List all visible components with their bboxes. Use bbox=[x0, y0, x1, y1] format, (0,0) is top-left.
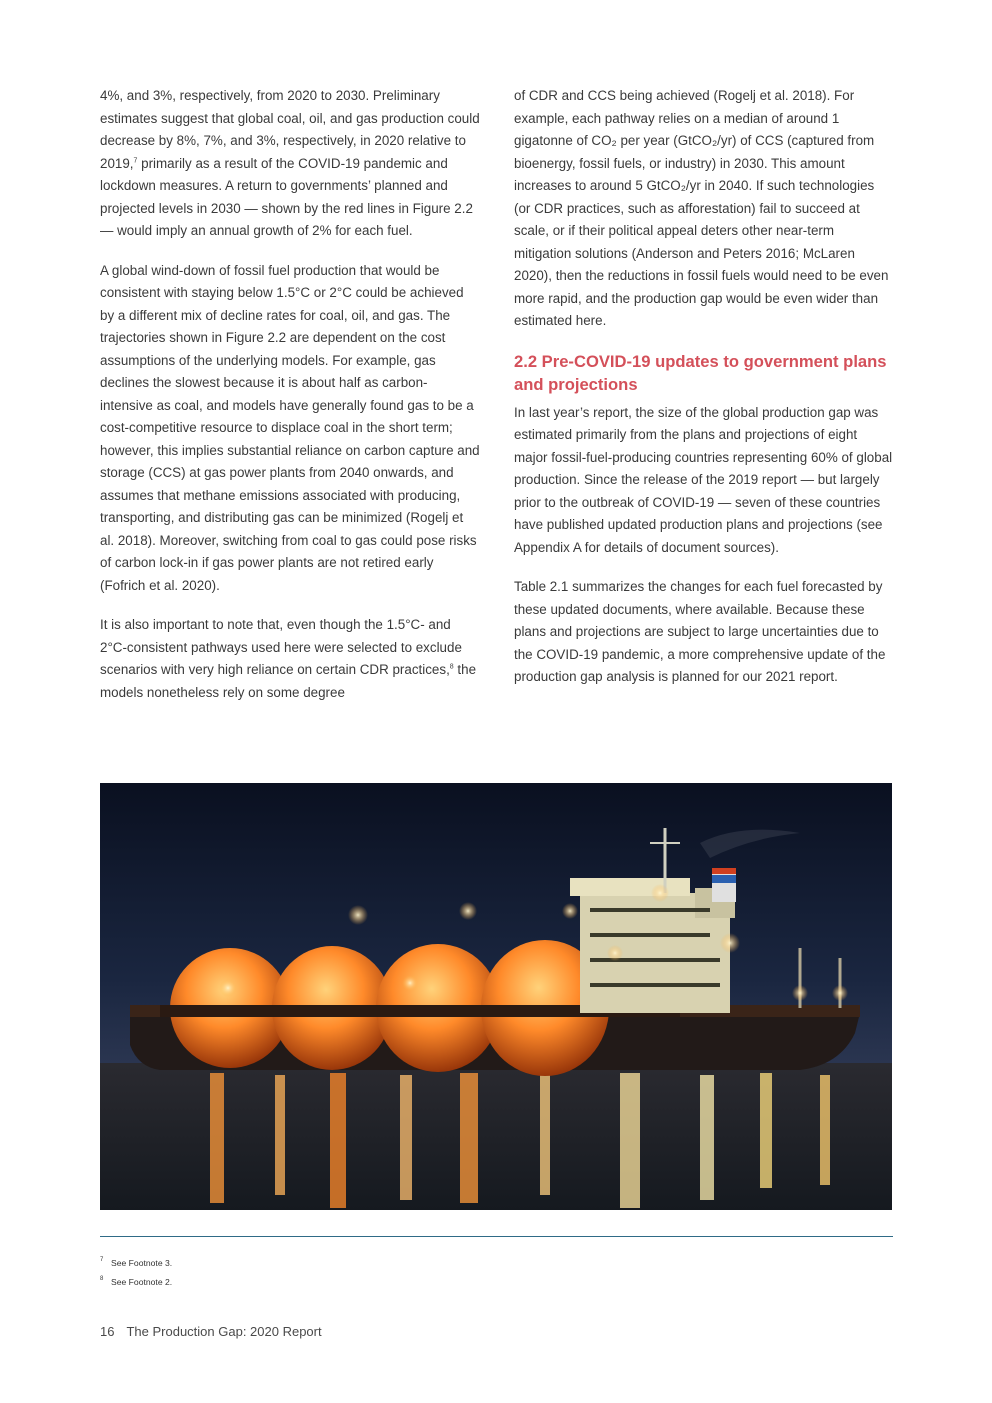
footnote-number: 8 bbox=[100, 1276, 104, 1282]
section-2-2 bbox=[514, 350, 894, 689]
page-footer bbox=[100, 1324, 322, 1339]
footnote-text: See Footnote 3. bbox=[111, 1258, 173, 1268]
footnote-ref[interactable]: 7 bbox=[133, 157, 138, 165]
paragraph: Table 2.1 summarizes the changes for each fuel forecasted by these updated documents, where available. Because these plans and projections are subject to large uncertainties due to the COVID-19 pandemic, a more comprehensive update of the production gap analysis is planned for our 2021 report. bbox=[514, 579, 886, 684]
footnote bbox=[100, 1273, 172, 1292]
paragraph: of CDR and CCS being achieved (Rogelj et al. 2018). For example, each pathway relies on a median of around 1 gigatonne of CO₂ per year (GtCO₂/yr) of CCS (captured from bioenergy, fossil fuels, or industry) in 2030. This amount increases to around 5 GtCO₂/yr in 2040. If such technologies (or CDR practices, such as afforestation) fail to succeed at scale, or if their political appeal deters other near-term mitigation solutions (Anderson and Peters 2016; McLaren 2020), then the reductions in fossil fuels would need to be even more rapid, and the production gap would be even wider than estimated here. bbox=[514, 88, 889, 328]
paragraph: 4%, and 3%, respectively, from 2020 to 2030. Preliminary estimates suggest that global coal, oil, and gas production could decrease by 8%, 7%, and 3%, respectively, in 2020 relative to 2019,$^7$ primarily as a result of the COVID-19 pandemic and lockdown measures. A return to governments’ planned and projected levels in 2030 — shown by the red lines in Figure 2.2 — would imply an annual growth of 2% for each fuel. bbox=[100, 88, 480, 238]
right-column bbox=[514, 85, 894, 706]
section-heading: 2.2 Pre-COVID-19 updates to government plans and projections bbox=[514, 351, 887, 394]
paragraph: A global wind-down of fossil fuel production that would be consistent with staying below 1.5°C or 2°C could be achieved by a different mix of decline rates for coal, oil, and gas. The trajectories shown in Figure 2.2 are dependent on the cost assumptions of the underlying models. For example, gas declines the slowest because it is about half as carbon-intensive as coal, and models have generally found gas to be a cost-competitive resource to displace coal in the short term; however, this implies substantial reliance on carbon capture and storage (CCS) at gas power plants from 2040 onwards, and assumes that methane emissions associated with producing, transporting, and distributing gas can be minimized (Rogelj et al. 2018). Moreover, switching from coal to gas could pose risks of carbon lock-in if gas power plants are not retired early (Fofrich et al. 2020). bbox=[100, 262, 480, 593]
paragraph: In last year’s report, the size of the global production gap was estimated primarily from the plans and projections of eight major fossil-fuel-producing countries representing 60% of global production. Since the release of the 2019 report — but largely prior to the outbreak of COVID-19 — seven of these countries have published updated production plans and projections (see Appendix A for details of document sources). bbox=[514, 404, 893, 555]
left-column bbox=[100, 85, 480, 721]
report-title: The Production Gap: 2020 Report bbox=[126, 1324, 322, 1339]
footnote-number: 7 bbox=[100, 1257, 104, 1263]
page-number: 16 bbox=[100, 1324, 115, 1339]
paragraph: It is also important to note that, even though the 1.5°C- and 2°C-consistent pathways used here were selected to exclude scenarios with very high reliance on certain CDR practices,$^8$ the models nonetheless rely on some degree bbox=[100, 617, 477, 700]
lng-tanker-photo bbox=[100, 783, 892, 1210]
footnote-text: See Footnote 2. bbox=[111, 1277, 173, 1287]
footnote-divider bbox=[100, 1236, 893, 1237]
footnote-ref[interactable]: 8 bbox=[449, 663, 454, 671]
footnotes bbox=[100, 1254, 172, 1292]
footnote bbox=[100, 1254, 172, 1273]
